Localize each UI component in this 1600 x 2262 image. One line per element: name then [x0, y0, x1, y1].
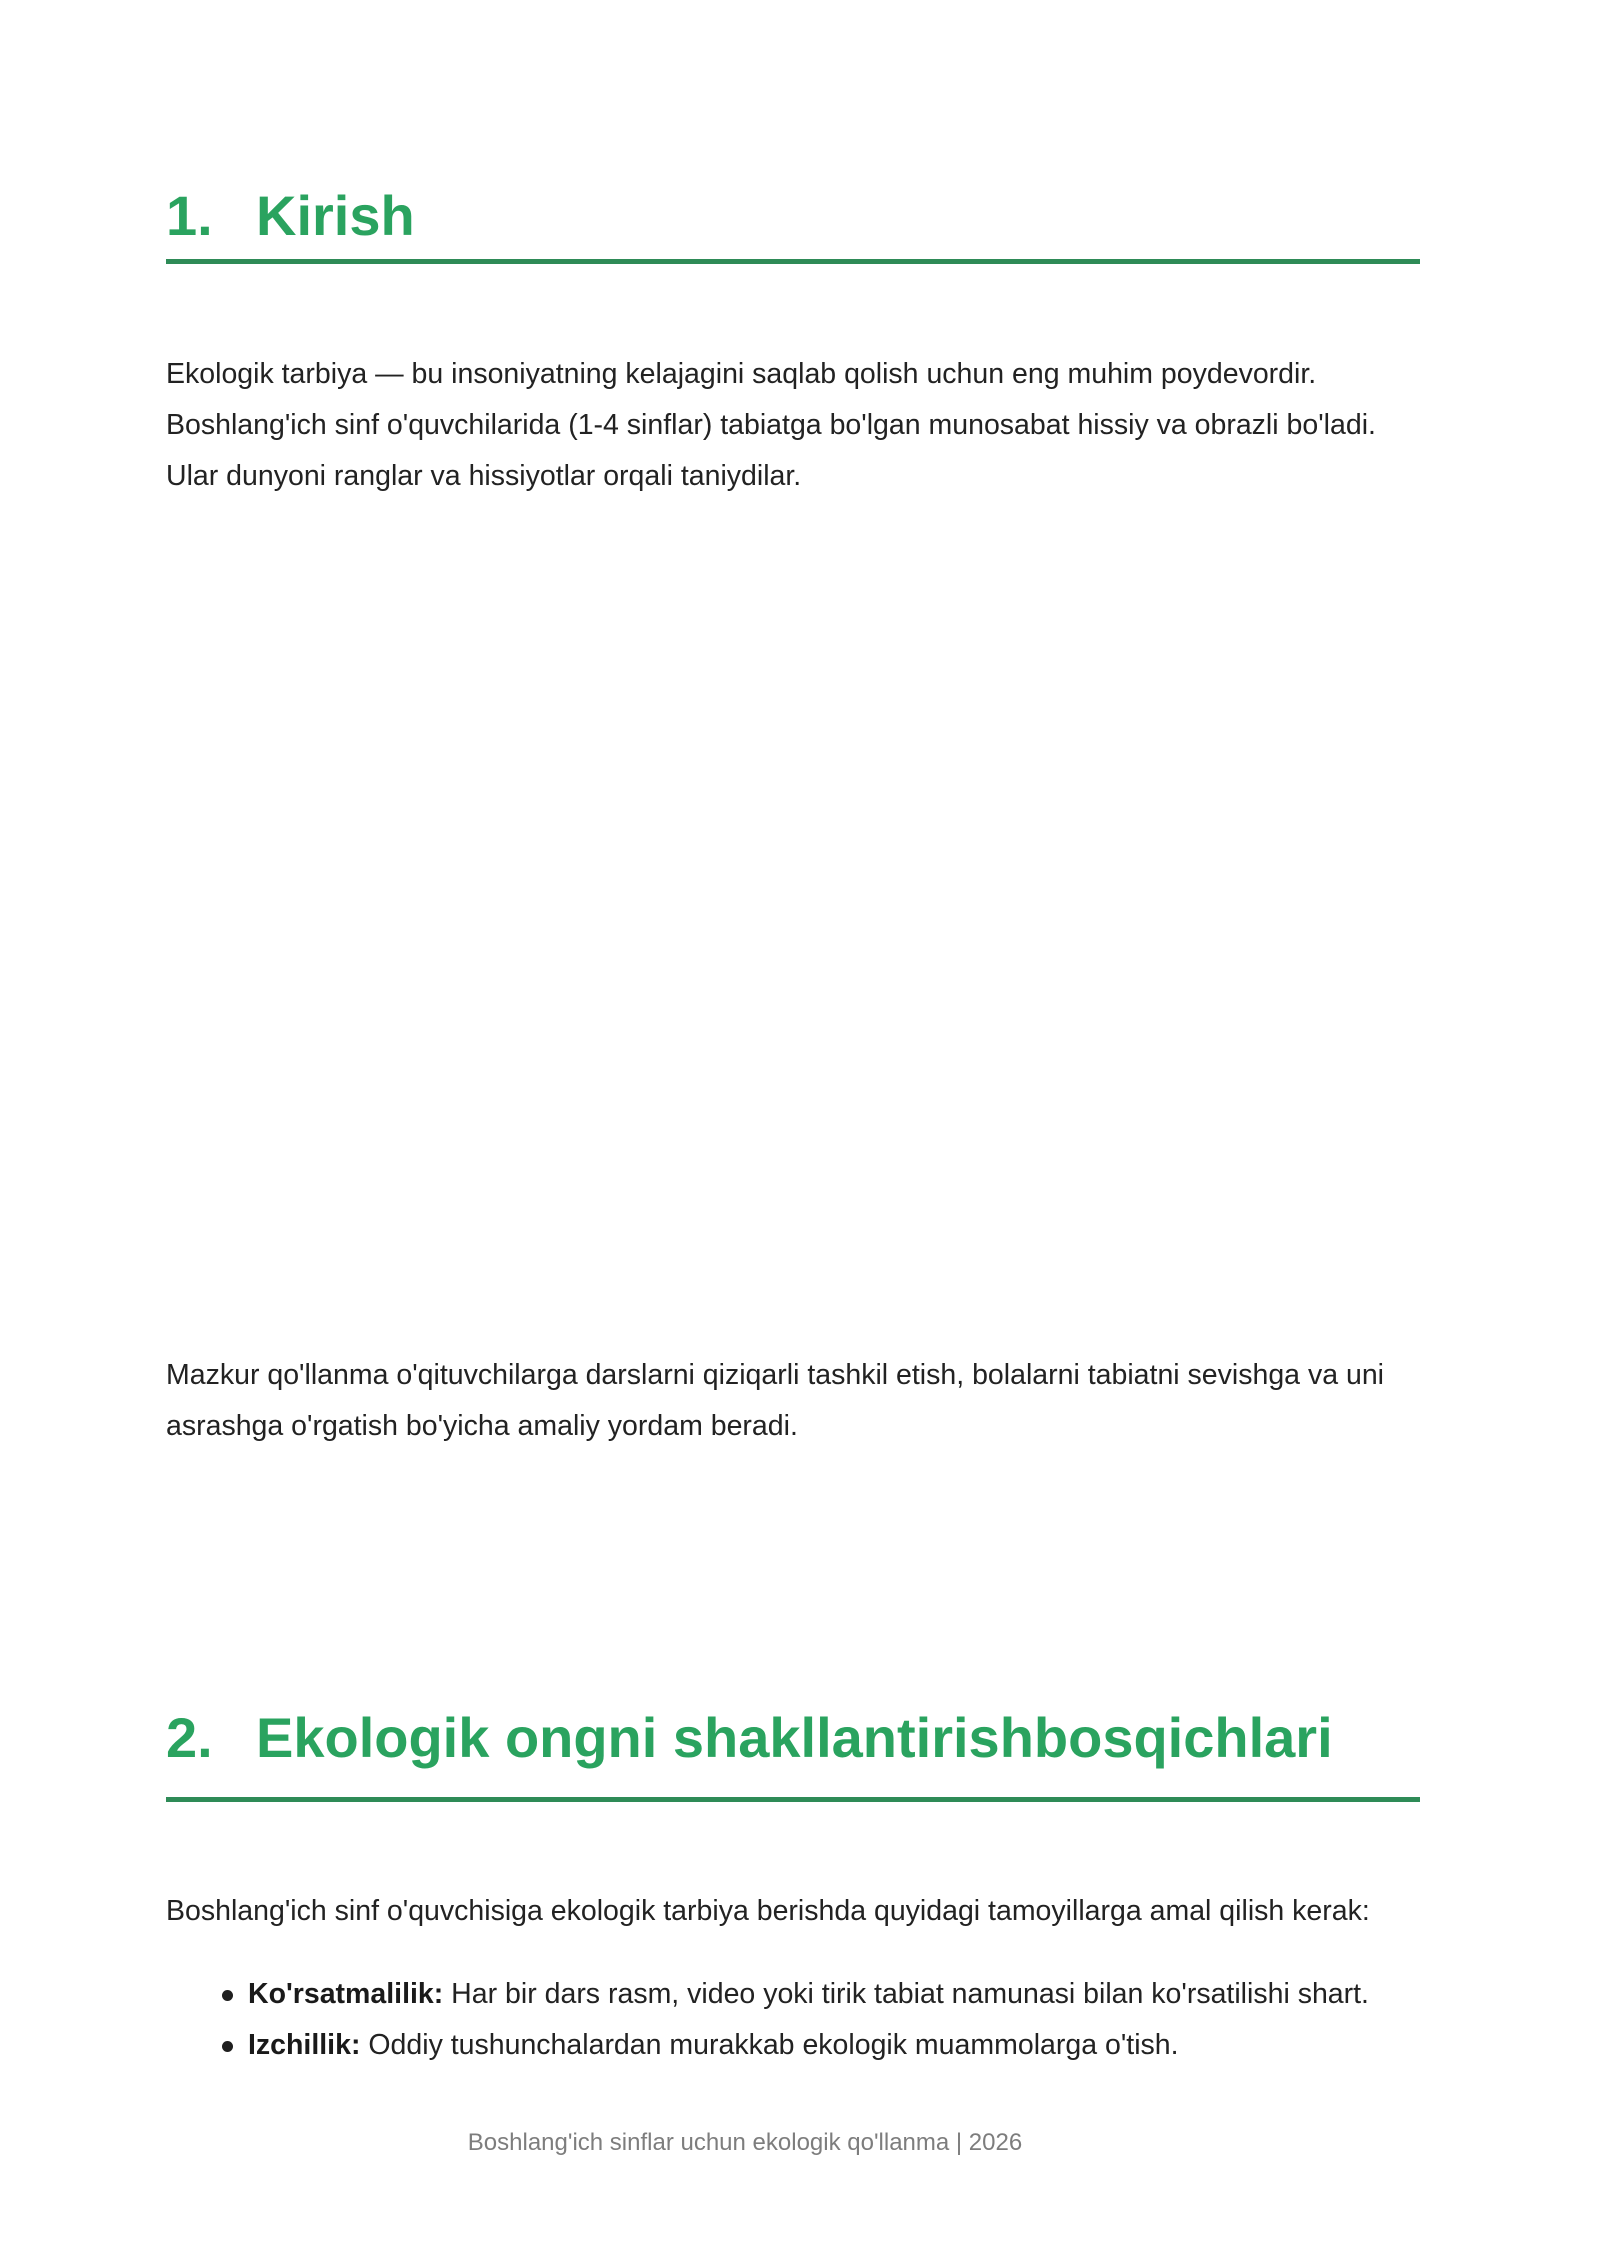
- section-2-divider: [166, 1797, 1420, 1802]
- section-1-divider: [166, 259, 1420, 264]
- section-1-number: 1.: [166, 184, 213, 247]
- section-1-title: Kirish: [256, 184, 415, 247]
- section-2-heading: [166, 1703, 1420, 1773]
- bullet-icon: [222, 1990, 233, 2001]
- section-2-title: Ekologik ongni shakllantirishbosqichlari: [256, 1706, 1333, 1769]
- section-2-intro: Boshlang'ich sinf o'quvchisiga ekologik tarbiya berishda quyidagi tamoyillarga amal qilish kerak:: [166, 1895, 1370, 1927]
- section-2-number: 2.: [166, 1706, 213, 1769]
- page-footer: Boshlang'ich sinflar uchun ekologik qo'llanma | 2026: [467, 2129, 1023, 2156]
- list-item-term: Izchillik:: [248, 2029, 361, 2061]
- list-item: [166, 2020, 1456, 2071]
- section-1-paragraph-2: Mazkur qo'llanma o'qituvchilarga darslarni qiziqarli tashkil etish, bolalarni tabiatni sevishga va uni asrashga o'rgatish bo'yicha amaliy yordam beradi.: [166, 1359, 1384, 1442]
- section-1-heading: [166, 181, 1420, 251]
- principles-list: [166, 1969, 1456, 2071]
- section-1-paragraph-1: Ekologik tarbiya — bu insoniyatning kelajagini saqlab qolish uchun eng muhim poydevordir. Boshlang'ich sinf o'quvchilarida (1-4 sinflar) tabiatga bo'lgan munosabat hissiy va obrazli bo'ladi. Ular dunyoni ranglar va hissiyotlar orqali taniydilar.: [166, 358, 1376, 492]
- list-item-text: Oddiy tushunchalardan murakkab ekologik muammolarga o'tish.: [360, 2029, 1179, 2061]
- list-item-term: Ko'rsatmalilik:: [248, 1978, 444, 2010]
- list-item: [166, 1969, 1456, 2020]
- list-item-text: Har bir dars rasm, video yoki tirik tabiat namunasi bilan ko'rsatilishi shart.: [443, 1978, 1369, 2010]
- bullet-icon: [222, 2041, 233, 2052]
